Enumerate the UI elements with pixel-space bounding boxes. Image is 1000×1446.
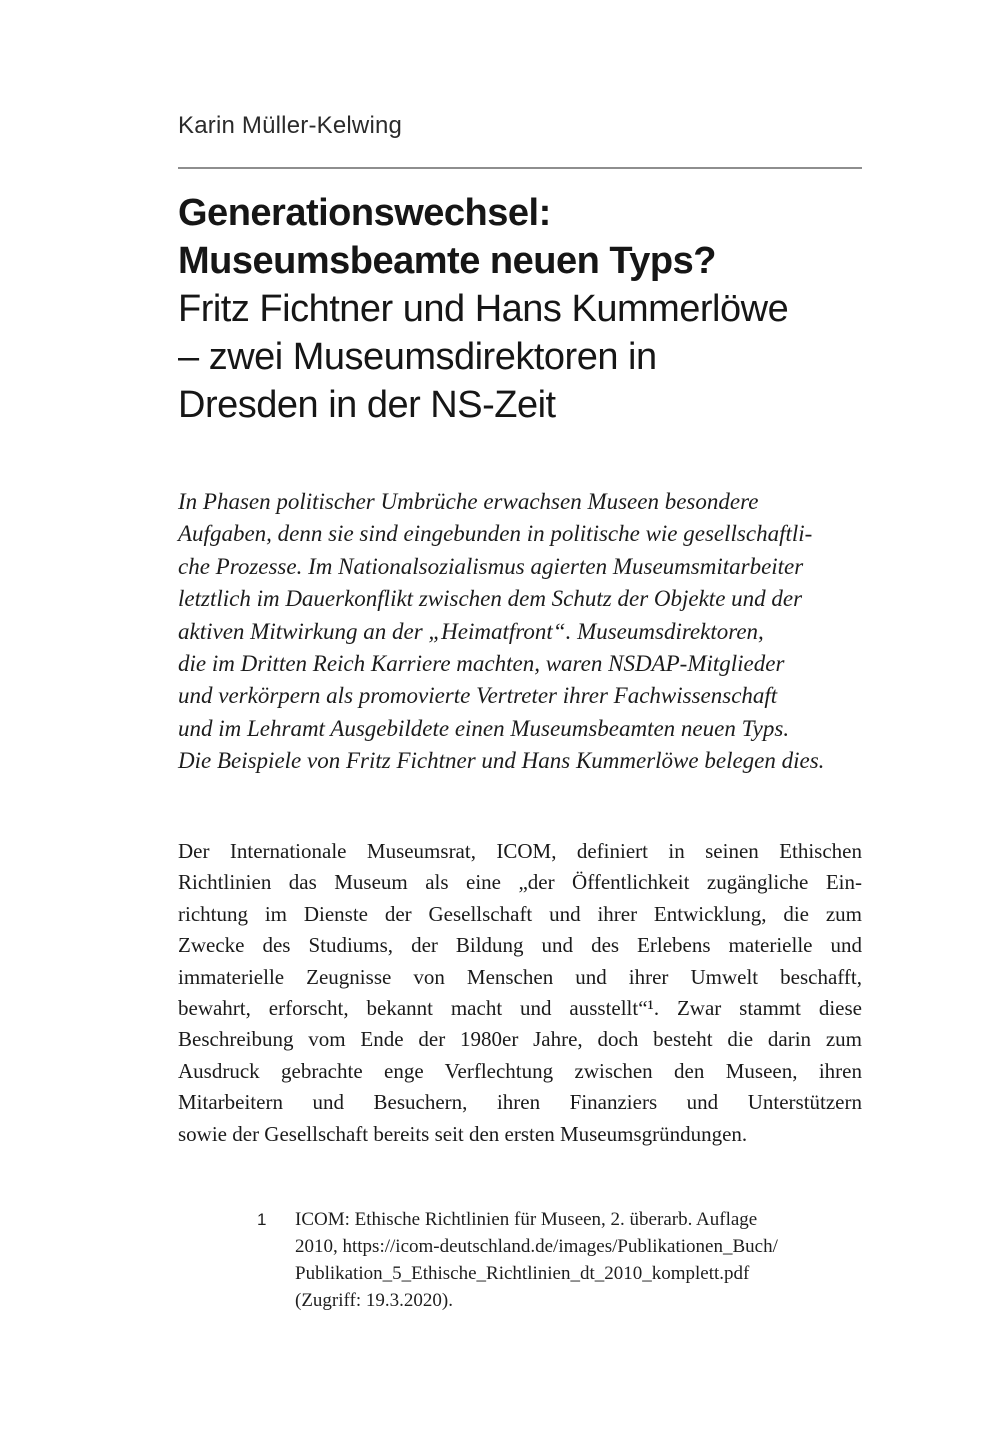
author-name: Karin Müller-Kelwing xyxy=(178,112,403,139)
body-line: bewahrt, erforscht, bekannt macht und ausstellt“¹. Zwar stammt diese xyxy=(178,996,862,1021)
body-paragraph xyxy=(178,836,862,1150)
abstract-line: Die Beispiele von Fritz Fichtner und Hans Kummerlöwe belegen dies. xyxy=(178,748,825,774)
footnote-line: (Zugriff: 19.3.2020). xyxy=(295,1290,453,1311)
abstract xyxy=(178,486,888,778)
body-line: immaterielle Zeugnisse von Menschen und ihrer Umwelt beschafft, xyxy=(178,964,862,989)
title-line: Museumsbeamte neuen Typs? xyxy=(178,240,716,282)
abstract-line: und im Lehramt Ausgebildete einen Museumsbeamten neuen Typs. xyxy=(178,715,790,741)
subtitle-line: Dresden in der NS-Zeit xyxy=(178,384,556,426)
abstract-line: und verkörpern als promovierte Vertreter ihrer Fachwissenschaft xyxy=(178,683,778,709)
abstract-line: aktiven Mitwirkung an der „Heimatfront“. Museumsdirektoren, xyxy=(178,618,764,644)
body-line: Mitarbeitern und Besuchern, ihren Finanziers und Unterstützern xyxy=(178,1090,862,1115)
footnote-line: ICOM: Ethische Richtlinien für Museen, 2. überarb. Auflage xyxy=(295,1209,758,1230)
body-line: Ausdruck gebrachte enge Verflechtung zwischen den Museen, ihren xyxy=(178,1058,862,1083)
body-line: Beschreibung vom Ende der 1980er Jahre, doch besteht die darin zum xyxy=(178,1027,862,1052)
footnote-line: Publikation_5_Ethische_Richtlinien_dt_2010_komplett.pdf xyxy=(295,1263,750,1284)
subtitle-line: – zwei Museumsdirektoren in xyxy=(178,336,657,378)
body-line: Der Internationale Museumsrat, ICOM, definiert in seinen Ethischen xyxy=(178,839,862,863)
body-line: Zwecke des Studiums, der Bildung und des Erlebens materielle und xyxy=(178,933,862,958)
subtitle-line: Fritz Fichtner und Hans Kummerlöwe xyxy=(178,288,789,330)
article-subtitle xyxy=(178,285,918,429)
body-line: richtung im Dienste der Gesellschaft und ihrer Entwicklung, die zum xyxy=(178,901,862,926)
body-line: Richtlinien das Museum als eine „der Öffentlichkeit zugängliche Ein- xyxy=(178,870,862,895)
footnote-line: 2010, https://icom-deutschland.de/images/Publikationen_Buch/ xyxy=(295,1236,778,1257)
footnote-number: 1 xyxy=(257,1210,267,1229)
title-line: Generationswechsel: xyxy=(178,192,551,234)
article-title-bold xyxy=(178,189,918,285)
abstract-line: In Phasen politischer Umbrüche erwachsen Museen besondere xyxy=(178,489,759,514)
abstract-line: letztlich im Dauerkonflikt zwischen dem Schutz der Objekte und der xyxy=(178,586,803,612)
article-title xyxy=(178,189,918,429)
body-line: sowie der Gesellschaft bereits seit den ersten Museumsgründungen. xyxy=(178,1121,748,1146)
abstract-line: die im Dritten Reich Karriere machten, waren NSDAP-Mitglieder xyxy=(178,651,785,677)
abstract-line: che Prozesse. Im Nationalsozialismus agierten Museumsmitarbeiter xyxy=(178,553,804,579)
footnote-text xyxy=(295,1206,840,1314)
abstract-line: Aufgaben, denn sie sind eingebunden in politische wie gesellschaftli- xyxy=(178,521,813,547)
divider-rule xyxy=(178,167,862,169)
